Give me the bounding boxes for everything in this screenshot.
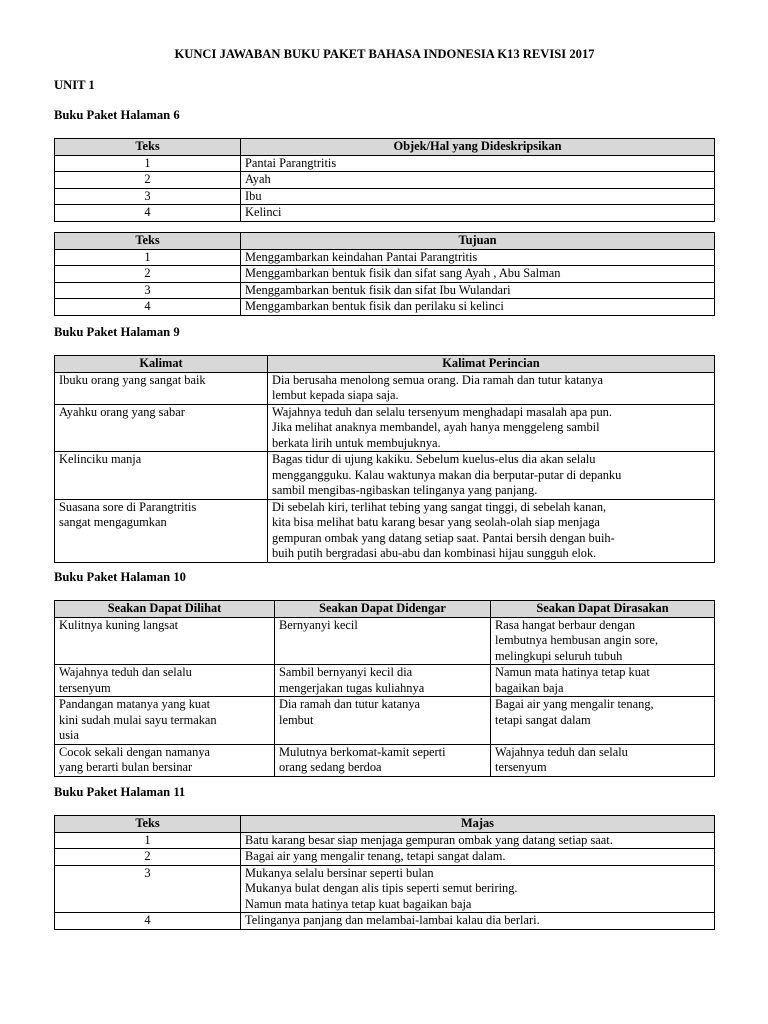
column-header: Objek/Hal yang Dideskripsikan (241, 139, 715, 156)
table-halaman-11 (54, 815, 715, 930)
table-row (55, 499, 715, 562)
dilihat-cell: Wajahnya teduh dan selalu tersenyum (55, 665, 275, 697)
table-row (55, 832, 715, 849)
column-header: Teks (55, 816, 241, 833)
teks-number: 3 (55, 188, 241, 205)
table-row (55, 665, 715, 697)
dilihat-cell: Cocok sekali dengan namanya yang berarti bulan bersinar (55, 744, 275, 776)
table-header-row (55, 233, 715, 250)
teks-number: 4 (55, 205, 241, 222)
objek-cell: Kelinci (241, 205, 715, 222)
teks-number: 2 (55, 172, 241, 189)
table-row (55, 282, 715, 299)
teks-number: 2 (55, 849, 241, 866)
didengar-cell: Bernyanyi kecil (275, 617, 491, 665)
teks-number: 1 (55, 249, 241, 266)
dilihat-cell: Kulitnya kuning langsat (55, 617, 275, 665)
table-row (55, 172, 715, 189)
column-header: Seakan Dapat Didengar (275, 601, 491, 618)
column-header: Majas (241, 816, 715, 833)
section-heading-halaman-9: Buku Paket Halaman 9 (54, 325, 180, 339)
column-header: Tujuan (241, 233, 715, 250)
teks-number: 1 (55, 832, 241, 849)
dirasakan-cell: Namun mata hatinya tetap kuat bagaikan baja (491, 665, 715, 697)
majas-cell: Batu karang besar siap menjaga gempuran ombak yang datang setiap saat. (241, 832, 715, 849)
table-row (55, 697, 715, 745)
column-header: Seakan Dapat Dirasakan (491, 601, 715, 618)
objek-cell: Ayah (241, 172, 715, 189)
table-row (55, 299, 715, 316)
table-header-row (55, 816, 715, 833)
table-halaman-9 (54, 355, 715, 563)
perincian-cell: Dia berusaha menolong semua orang. Dia ramah dan tutur katanya lembut kepada siapa saja. (268, 372, 715, 404)
kalimat-cell: Suasana sore di Parangtritis sangat mengagumkan (55, 499, 268, 562)
didengar-cell: Mulutnya berkomat-kamit seperti orang sedang berdoa (275, 744, 491, 776)
table-row (55, 249, 715, 266)
dirasakan-cell: Bagai air yang mengalir tenang, tetapi sangat dalam (491, 697, 715, 745)
table-row (55, 452, 715, 500)
column-header: Kalimat Perincian (268, 356, 715, 373)
table-header-row (55, 356, 715, 373)
table-header-row (55, 601, 715, 618)
perincian-cell: Bagas tidur di ujung kakiku. Sebelum kuelus-elus dia akan selalu mengganggu​ku. Kalau waktunya makan dia berputar-putar di depanku sambil mengibas-ngibaskan telinganya yang panjang. (268, 452, 715, 500)
teks-number: 4 (55, 299, 241, 316)
didengar-cell: Sambil bernyanyi kecil dia mengerjakan tugas kuliahnya (275, 665, 491, 697)
unit-heading: UNIT 1 (54, 78, 95, 92)
kalimat-cell: Ayahku orang yang sabar (55, 404, 268, 452)
table-halaman-6-tujuan (54, 232, 715, 316)
majas-cell: Bagai air yang mengalir tenang, tetapi sangat dalam. (241, 849, 715, 866)
majas-cell: Mukanya selalu bersinar seperti bulan Mukanya bulat dengan alis tipis seperti semut beriring. Namun mata hatinya tetap kuat bagaikan baja (241, 865, 715, 913)
tujuan-cell: Menggambarkan bentuk fisik dan perilaku si kelinci (241, 299, 715, 316)
column-header: Teks (55, 139, 241, 156)
dirasakan-cell: Rasa hangat berbaur dengan lembutnya hembusan angin sore, melingkupi seluruh tubuh (491, 617, 715, 665)
dilihat-cell: Pandangan matanya yang kuat kini sudah mulai sayu termakan usia (55, 697, 275, 745)
teks-number: 4 (55, 913, 241, 930)
table-row (55, 913, 715, 930)
objek-cell: Ibu (241, 188, 715, 205)
column-header: Teks (55, 233, 241, 250)
table-row (55, 617, 715, 665)
document-title: KUNCI JAWABAN BUKU PAKET BAHASA INDONESIA K13 REVISI 2017 (174, 47, 595, 61)
table-header-row (55, 139, 715, 156)
table-row (55, 744, 715, 776)
column-header: Kalimat (55, 356, 268, 373)
section-heading-halaman-6: Buku Paket Halaman 6 (54, 108, 180, 122)
teks-number: 2 (55, 266, 241, 283)
table-halaman-10 (54, 600, 715, 777)
didengar-cell: Dia ramah dan tutur katanya lembut (275, 697, 491, 745)
table-row (55, 188, 715, 205)
dirasakan-cell: Wajahnya teduh dan selalu tersenyum (491, 744, 715, 776)
table-row (55, 205, 715, 222)
table-row (55, 404, 715, 452)
objek-cell: Pantai Parangtritis (241, 155, 715, 172)
table-row (55, 155, 715, 172)
table-row (55, 372, 715, 404)
section-heading-halaman-10: Buku Paket Halaman 10 (54, 570, 186, 584)
table-row (55, 266, 715, 283)
section-heading-halaman-11: Buku Paket Halaman 11 (54, 785, 186, 799)
table-row (55, 849, 715, 866)
table-halaman-6-objek (54, 138, 715, 222)
column-header: Seakan Dapat Dilihat (55, 601, 275, 618)
tujuan-cell: Menggambarkan bentuk fisik dan sifat Ibu Wulandari (241, 282, 715, 299)
tujuan-cell: Menggambarkan bentuk fisik dan sifat sang Ayah , Abu Salman (241, 266, 715, 283)
perincian-cell: Di sebelah kiri, terlihat tebing yang sangat tinggi, di sebelah kanan, kita bisa melihat batu karang besar yang seolah-olah siap menjaga gempuran ombak yang datang setiap saat. Pantai bersih dengan buih- buih putih bergradasi abu-abu dan kombinasi hijau sungguh elok. (268, 499, 715, 562)
perincian-cell: Wajahnya teduh dan selalu tersenyum menghadapi masalah apa pun. Jika melihat anaknya membandel, ayah hanya menggeleng sambil berkata lirih untuk membujuknya. (268, 404, 715, 452)
teks-number: 3 (55, 282, 241, 299)
kalimat-cell: Kelinciku manja (55, 452, 268, 500)
teks-number: 3 (55, 865, 241, 913)
kalimat-cell: Ibuku orang yang sangat baik (55, 372, 268, 404)
teks-number: 1 (55, 155, 241, 172)
majas-cell: Telinganya panjang dan melambai-lambai kalau dia berlari. (241, 913, 715, 930)
tujuan-cell: Menggambarkan keindahan Pantai Parangtritis (241, 249, 715, 266)
table-row (55, 865, 715, 913)
